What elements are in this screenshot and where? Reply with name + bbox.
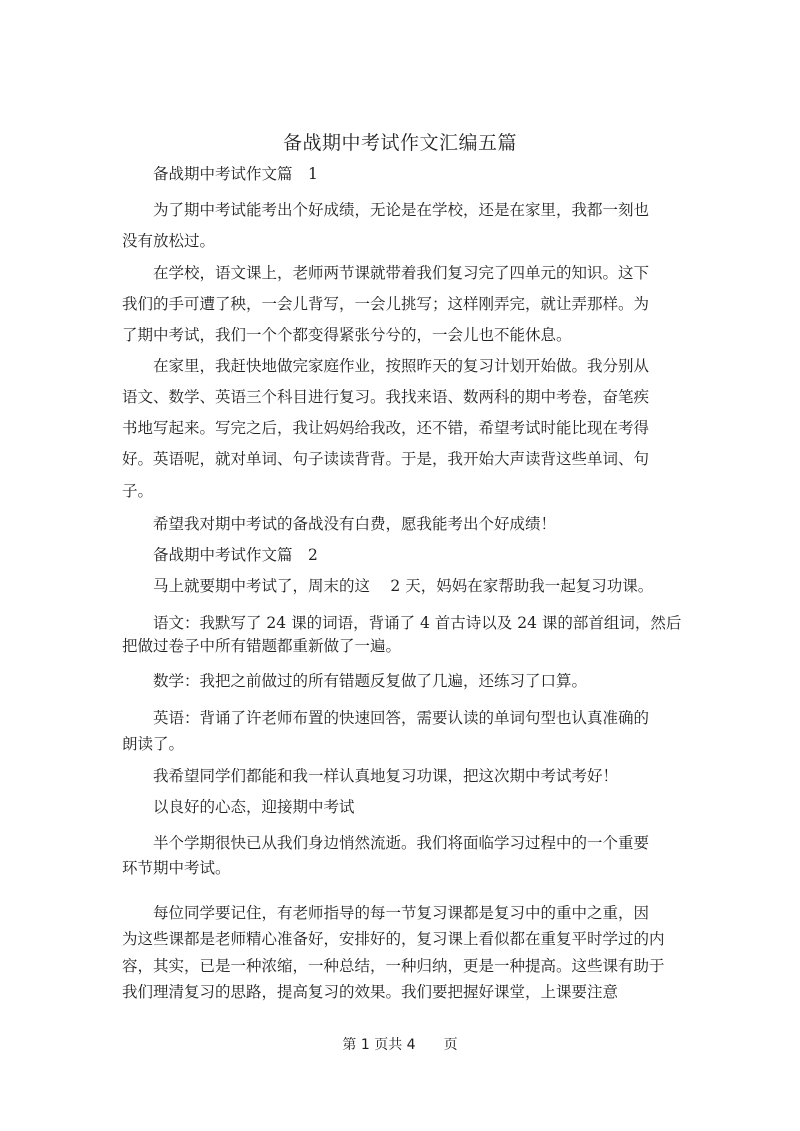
paragraph-line: 在学校，语文课上，老师两节课就带着我们复习完了四单元的知识。这下 [153, 264, 650, 282]
paragraph-line: 希望我对期中考试的备战没有白费，愿我能考出个好成绩！ [153, 515, 557, 533]
paragraph-line: 书地写起来。写完之后，我让妈妈给我改，还不错，希望考试时能比现在考得 [122, 419, 650, 437]
document-title: 备战期中考试作文汇编五篇 [282, 132, 517, 154]
paragraph-line: 子。 [122, 482, 154, 500]
paragraph-line: 好。英语呢，就对单词、句子读读背背。于是，我开始大声读背这些单词、句 [122, 450, 650, 468]
paragraph-line: 没有放松过。 [122, 232, 216, 250]
paragraph-line: 我们理清复习的思路，提高复习的效果。我们要把握好课堂，上课要注意 [122, 983, 619, 1001]
page-number-footer: 第 1 页共 4 页 [342, 1037, 458, 1053]
paragraph-line: 为了期中考试能考出个好成绩，无论是在学校，还是在家里，我都一刻也 [153, 201, 650, 219]
paragraph-line: 马上就要期中考试了，周末的这 2 天，妈妈在家帮助我一起复习功课。 [153, 577, 654, 595]
paragraph-line: 了期中考试，我们一个个都变得紧张兮兮的，一会儿也不能休息。 [122, 326, 572, 344]
section-heading-2: 备战期中考试作文篇 2 [153, 546, 318, 564]
paragraph-line: 语文、数学、英语三个科目进行复习。我找来语、数两科的期中考卷，奋笔疾 [122, 388, 650, 406]
section-heading-3: 以良好的心态，迎接期中考试 [153, 798, 355, 816]
paragraph-line: 环节期中考试。 [122, 859, 231, 877]
paragraph-line: 每位同学要记住，有老师指导的每一节复习课都是复习中的重中之重，因 [153, 904, 650, 922]
paragraph-line: 半个学期很快已从我们身边悄然流逝。我们将面临学习过程中的一个重要 [153, 834, 650, 852]
paragraph-line: 我们的手可遭了秧，一会儿背写，一会儿挑写；这样刚弄完，就让弄那样。为 [122, 295, 650, 313]
paragraph-line: 朗读了。 [122, 735, 185, 753]
paragraph-line: 语文：我默写了 24 课的词语，背诵了 4 首古诗以及 24 课的部首组词，然后 [153, 614, 682, 632]
paragraph-line: 为这些课都是老师精心准备好，安排好的，复习课上看似都在重复平时学过的内 [122, 930, 665, 948]
section-heading-1: 备战期中考试作文篇 1 [153, 165, 318, 183]
paragraph-line: 数学：我把之前做过的所有错题反复做了几遍，还练习了口算。 [153, 672, 588, 690]
paragraph-line: 在家里，我赶快地做完家庭作业，按照昨天的复习计划开始做。我分别从 [153, 357, 650, 375]
paragraph-line: 容，其实，已是一种浓缩，一种总结，一种归纳，更是一种提高。这些课有助于 [122, 957, 665, 975]
paragraph-line: 把做过卷子中所有错题都重新做了一遍。 [122, 637, 402, 655]
paragraph-line: 我希望同学们都能和我一样认真地复习功课，把这次期中考试考好！ [153, 767, 619, 785]
paragraph-line: 英语：背诵了许老师布置的快速回答，需要认读的单词句型也认真准确的 [153, 709, 650, 727]
